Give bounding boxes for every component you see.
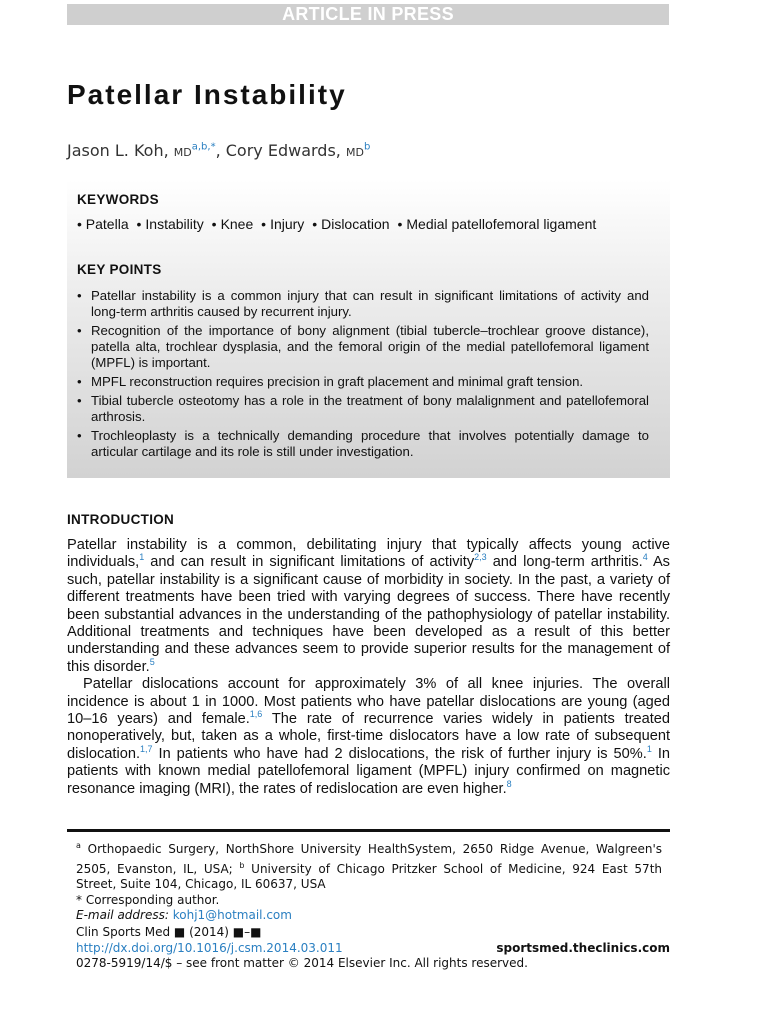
author-degree: MD [173, 146, 192, 159]
key-points-list [77, 288, 649, 463]
article-title: Patellar Instability [67, 79, 347, 110]
keyword-bullet: • [136, 216, 142, 232]
footnotes [76, 838, 662, 924]
affiliation-link[interactable]: a,b,* [191, 141, 216, 153]
author-name: Cory Edwards, [225, 141, 346, 160]
email-line [76, 908, 662, 924]
keyword: Injury [270, 216, 305, 232]
keywords-keypoints-box [67, 180, 670, 478]
publication-meta [76, 925, 670, 972]
keywords-heading: KEYWORDS [77, 192, 159, 207]
affiliation-link[interactable]: b [363, 141, 371, 153]
text-run: and long-term arthritis. [486, 554, 643, 571]
text-run: Patellar dislocations account for approximately 3% of all knee injuries. The overall incidence is about 1 in 1000. Most patients who have patellar dislocations are young (aged 10–16 years) and female. [67, 676, 670, 728]
paragraph [67, 676, 670, 798]
keyword: Medial patellofemoral ligament [406, 216, 597, 232]
citation-link[interactable]: 4 [642, 552, 648, 563]
doi-link[interactable]: http://dx.doi.org/10.1016/j.csm.2014.03.011 [76, 940, 343, 955]
key-point: • Tibial tubercle osteotomy has a role in the treatment of bony malalignment and patellofemoral arthrosis. [77, 393, 649, 425]
keyword: Dislocation [321, 216, 390, 232]
doi-row [76, 941, 670, 957]
citation-link[interactable]: 1,7 [140, 744, 153, 755]
text-run: As such, patellar instability is a significant cause of morbidity in society. In the past, a variety of different treatments have been tried with varying degrees of success. There have recently been substantial advances in the understanding of the pathophysiology of patellar instability. Additional treatments and techniques have been developed as a result of this better understanding and these advances seem to provide superior results for the management of this disorder. [67, 554, 670, 675]
journal-citation: Clin Sports Med ■ (2014) ■–■ [76, 925, 262, 939]
keyword-bullet: • [211, 216, 217, 232]
affiliation-marker: a [76, 841, 81, 850]
text-run: In patients with known medial patellofemoral ligament (MPFL) injury confirmed on magnetic resonance imaging (MRI), the rates of redislocation are even higher. [67, 745, 671, 797]
affiliations [76, 838, 662, 893]
footnote-divider [67, 829, 670, 832]
keyword: Knee [220, 216, 254, 232]
key-point: • MPFL reconstruction requires precision in graft placement and minimal graft tension. [77, 374, 649, 390]
text-run: In patients who have had 2 dislocations, the risk of further injury is 50%. [152, 745, 647, 762]
keyword-bullet: • [261, 216, 267, 232]
text-run: Patellar instability is a common, debilitating injury that typically affects young active individuals, [67, 537, 670, 571]
affiliation-text: Orthopaedic Surgery, NorthShore University HealthSystem, 2650 Ridge Avenue, Walgreen's 2505, Evanston, IL, USA; [76, 842, 662, 876]
key-points-heading: KEY POINTS [77, 262, 162, 277]
keyword-bullet: • [397, 216, 403, 232]
author-line [67, 141, 370, 160]
paragraph [67, 537, 670, 676]
keyword-bullet: • [312, 216, 318, 232]
email-label: E-mail address: [76, 908, 169, 922]
introduction-heading: INTRODUCTION [67, 512, 175, 527]
citation-link[interactable]: 1,6 [249, 709, 263, 720]
email-link[interactable]: kohj1@hotmail.com [172, 908, 292, 922]
copyright-line: 0278-5919/14/$ – see front matter © 2014 Elsevier Inc. All rights reserved. [76, 956, 528, 970]
citation-link[interactable]: 2,3 [474, 552, 487, 563]
author-name: Jason L. Koh, [67, 141, 174, 160]
keyword: Patella [85, 216, 129, 232]
citation-link[interactable]: 1 [139, 552, 145, 563]
introduction-body [67, 537, 670, 798]
affiliation-marker: b [239, 860, 245, 870]
citation-link[interactable]: 5 [149, 656, 155, 667]
text-run: and can result in significant limitations of activity [144, 554, 475, 571]
author-separator: , [215, 141, 226, 160]
article-in-press-banner: ARTICLE IN PRESS [67, 4, 669, 25]
keyword-bullet: • [77, 216, 82, 232]
author-degree: MD [345, 146, 364, 159]
text-run: The rate of recurrence varies widely in patients treated nonoperatively, but, taken as a whole, first-time dislocators have a low rate of subsequent dislocation. [67, 711, 671, 762]
corresponding-note: * Corresponding author. [76, 892, 220, 907]
site-link[interactable]: sportsmed.theclinics.com [496, 940, 670, 955]
citation-link[interactable]: 1 [646, 744, 652, 755]
citation-link[interactable]: 8 [506, 778, 512, 789]
affiliation-text: University of Chicago Pritzker School of Medicine, 924 East 57th Street, Suite 104, Chicago, IL 60637, USA [76, 861, 663, 891]
key-point: • Patellar instability is a common injury that can result in significant limitations of activity and long-term arthritis caused by recurrent injury. [77, 288, 649, 320]
keywords-list [77, 216, 596, 232]
keyword: Instability [145, 216, 204, 232]
key-point: • Trochleoplasty is a technically demanding procedure that involves potentially damage to articular cartilage and its role is still under investigation. [77, 428, 649, 460]
key-point: • Recognition of the importance of bony alignment (tibial tubercle–trochlear groove distance), patella alta, trochlear dysplasia, and the femoral origin of the medial patellofemoral ligament (MPFL) is important. [77, 323, 649, 371]
